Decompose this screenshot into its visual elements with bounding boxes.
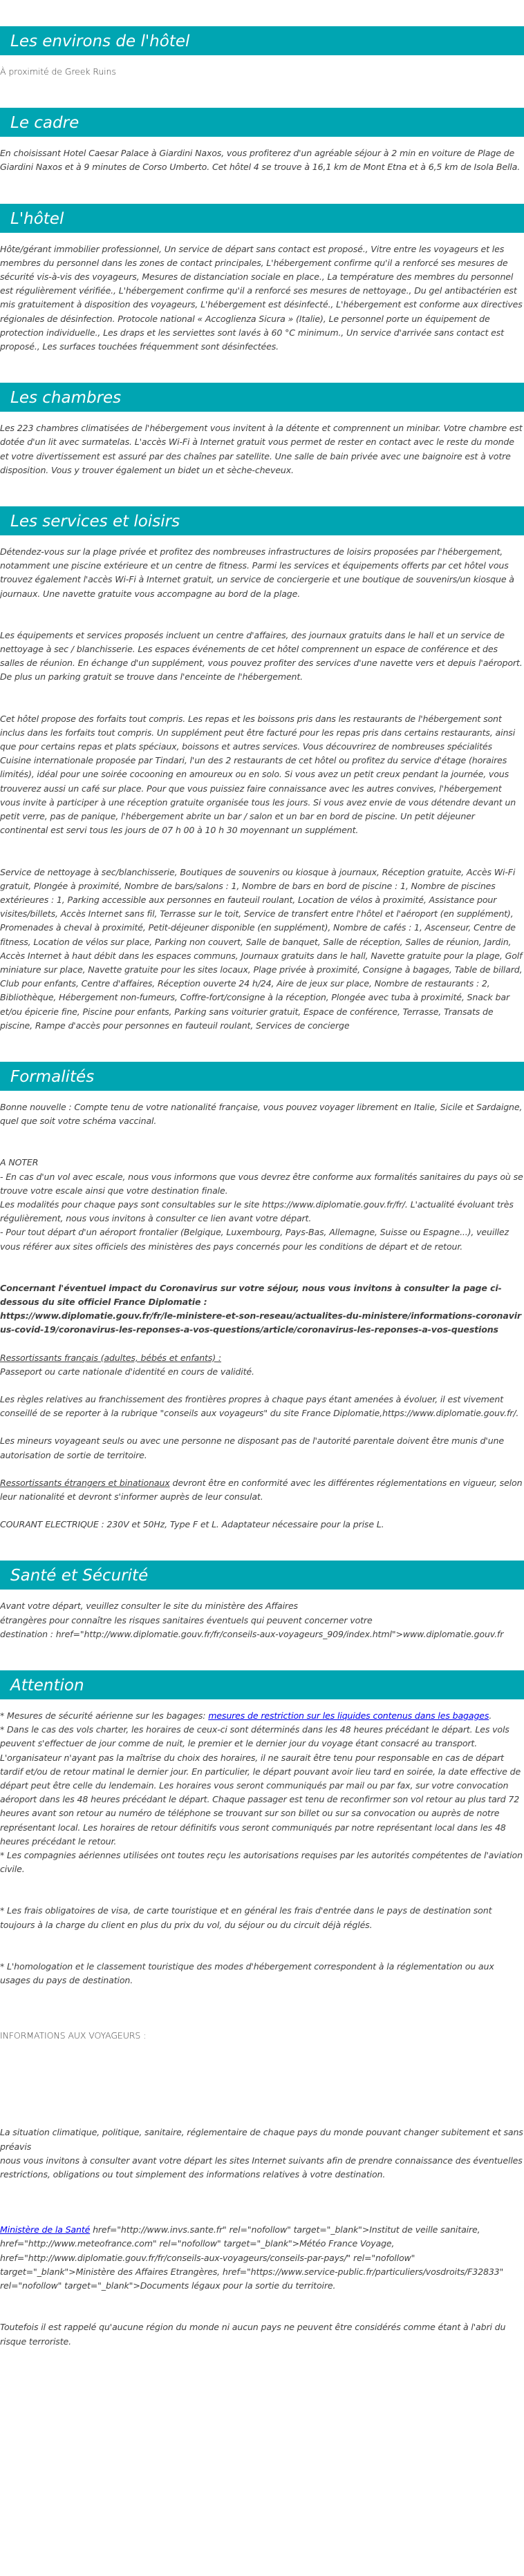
toutefois-text: Toutefois il est rappelé qu'aucune région du monde ni aucun pays ne peuvent être considérés comme étant à l'abri du risque terroriste. bbox=[0, 2322, 506, 2347]
mineurs-text: Les mineurs voyageant seuls ou avec une personne ne disposant pas de l'autorité parentale doivent être munis d'une autorisation de sortie de territoire. bbox=[0, 1435, 504, 1460]
sante-line-2: étrangères pour connaître les risques sanitaires éventuels qui peuvent concerner votre bbox=[0, 1614, 373, 1625]
chambres-text: Les 223 chambres climatisées de l'hébergement vous invitent à la détente et comprennent un minibar. Votre chambre est dotée d'un lit avec surmatelas. L'accès Wi-Fi à Internet gratuit vous permet de rester en contact avec le reste du monde et votre divertissement est assuré par des chaînes par satellite. Une salle de bain privée avec une baignoire est à votre disposition. Vous y trouver également un bidet un et sèche-cheveux. bbox=[0, 423, 523, 475]
bagages-restriction-link[interactable]: mesures de restriction sur les liquides contenus dans les bagages bbox=[208, 1710, 489, 1721]
regles-frontieres: Les règles relatives au franchissement des frontières propres à chaque pays étant amenées à évoluer, il est vivement conseillé de se reporter à la rubrique "conseils aux voyageurs" du site France Diplomatie,https://www.diplomatie.gouv.fr/. bbox=[0, 1393, 519, 1419]
formalites-section bbox=[0, 1100, 524, 1532]
attention-p1 bbox=[0, 1709, 524, 1876]
ressortissants-etrangers bbox=[0, 1476, 524, 1504]
sante-line-1: Avant votre départ, veuillez consulter le site du ministère des Affaires bbox=[0, 1601, 298, 1612]
situation-line-1: La situation climatique, politique, sanitaire, réglementaire de chaque pays du monde pouvant changer subitement et sans préavis bbox=[0, 2127, 523, 2152]
cadre-text: En choisissant Hotel Caesar Palace à Giardini Naxos, vous profiterez d'un agréable séjour à 2 min en voiture de Plage de Giardini Naxos et à 9 minutes de Corso Umberto. Cet hôtel 4 se trouve à 16,1 km de Mont Etna et à 6,5 km de Isola Bella. bbox=[0, 148, 521, 173]
bagages-prefix: * Mesures de sécurité aérienne sur les bagages: bbox=[0, 1710, 209, 1721]
etrangers-label: Ressortissants étrangers et binationaux bbox=[0, 1477, 170, 1488]
attention-visa: * Les frais obligatoires de visa, de carte touristique et en général les frais d'entrée dans le pays de destination sont toujours à la charge du client en plus du prix du vol, du séjour ou du circuit déjà réglés. bbox=[0, 1905, 492, 1930]
hotel-section bbox=[0, 242, 524, 354]
services-p3: Cet hôtel propose des forfaits tout compris. Les repas et les boissons pris dans les restaurants de l'hébergement sont inclus dans les forfaits tout compris. Un supplément peut être facturé pour les repas pris dans certains restaurants, ainsi que pour certains repas et plats spéciaux, boissons et autres services. Vous découvrirez de nombreuses spécialités Cuisine internationale proposée par Tindari, l'un des 2 restaurants de cet hôtel ou profitez du service d'étage (horaires limités), idéal pour une soirée cocooning en amoureux ou en solo. Si vous avez un petit creux pendant la journée, vous trouverez aussi un café sur place. Pour que vous puissiez faire connaissance avec les autres convives, l'hébergement vous invite à participer à une réception gratuite organisée tous les jours. Si vous avez envie de vous détendre devant un petit verre, pas de panique, l'hébergement abrite un bar / salon et un bar en bord de piscine. Un petit déjeuner continental est servi tous les jours de 07 h 00 à 10 h 30 moyennant un supplément. bbox=[0, 713, 516, 836]
formalites-title: Formalités bbox=[0, 1062, 524, 1091]
note-title: A NOTER bbox=[0, 1157, 39, 1168]
chambres-section bbox=[0, 421, 524, 477]
note-frontalier: - Pour tout départ d'un aéroport frontalier (Belgique, Luxembourg, Pays-Bas, Allemagne, Suisse ou Espagne...), veuillez vous référer aux sites officiels des ministères des pays concernés pour les conditions de départ et de retour. bbox=[0, 1227, 509, 1252]
ressortissants-fr bbox=[0, 1351, 524, 1379]
services-p4: Service de nettoyage à sec/blanchisserie, Boutiques de souvenirs ou kiosque à journaux, Réception gratuite, Accès Wi-Fi gratuit, Plongée à proximité, Nombre de bars/salons : 1, Nombre de bars en bord de piscine : 1, Nombre de piscines extérieures : 1, Parking accessible aux personnes en fauteuil roulant, Location de vélos à proximité, Assistance pour visites/billets, Accès Internet sans fil, Terrasse sur le toit, Service de transfert entre l'hôtel et l'aéroport (en supplément), Promenades à cheval à proximité, Petit-déjeuner disponible (en supplément), Nombre de cafés : 1, Ascenseur, Centre de fitness, Location de vélos sur place, Parking non couvert, Salle de banquet, Salle de réception, Salles de réunion, Jardin, Accès Internet à haut débit dans les espaces communs, Journaux gratuits dans le hall, Navette gratuite pour la plage, Golf miniature sur place, Navette gratuite pour les sites locaux, Plage privée à proximité, Consigne à bagages, Table de billard, Club pour enfants, Centre d'affaires, Réception ouverte 24 h/24, Aire de jeux sur place, Nombre de restaurants : 2, Bibliothèque, Hébergement non-fumeurs, Coffre-fort/consigne à la réception, Plongée avec tuba à proximité, Snack bar et/ou épicerie fine, Piscine pour enfants, Parking sans voiturier gratuit, Espace de conférence, Terrasse, Transats de piscine, Rampe d'accès pour personnes en fauteuil roulant, Services de concierge bbox=[0, 866, 523, 1031]
services-p1: Détendez-vous sur la plage privée et profitez des nombreuses infrastructures de loisirs proposées par l'hébergement, notamment une piscine extérieure et un centre de fitness. Parmi les services et équipements offerts par cet hôtel vous trouvez également l'accès Wi-Fi à Internet gratuit, un service de conciergerie et une boutique de souvenirs/un kiosque à journaux. Une navette gratuite vous accompagne au bord de la plage. bbox=[0, 546, 514, 599]
coronavirus-block bbox=[0, 1281, 524, 1337]
formalites-note bbox=[0, 1156, 524, 1253]
compagnies-text: * Les compagnies aériennes utilisées ont toutes reçu les autorisations requises par les autorités compétentes de l'aviation civile. bbox=[0, 1850, 523, 1875]
sante-section bbox=[0, 1599, 524, 1641]
attention-title: Attention bbox=[0, 1670, 524, 1699]
vols-charter-text: * Dans le cas des vols charter, les horaires de ceux-ci sont déterminés dans les 48 heures précédant le départ. Les vols peuvent s'effectuer de jour comme de nuit, le premier et le dernier jour du voyage étant consacré au transport. L'organisateur n'ayant pas la maîtrise du choix des horaires, il ne saurait être tenu pour responsable en cas de départ tardif et/ou de retour matinal le dernier jour. En particulier, le départ pouvant avoir lieu tard en soirée, la date effective de départ peut être celle du lendemain. Les horaires vous seront communiqués par mail ou par fax, sur votre convocation aéroport dans les 48 heures précédant le départ. Chaque passager est tenu de reconfirmer son vol retour au plus tard 72 heures avant son retour au numéro de téléphone se trouvant sur son billet ou sur sa convocation ou auprès de notre représentant local. Les horaires de retour définitifs vous seront communiqués par notre représentant local dans les 48 heures précédant le retour. bbox=[0, 1724, 521, 1847]
situation-line-2: nous vous invitons à consulter avant votre départ les sites Internet suivants afin de prendre connaissance des éventuelles restrictions, obligations ou tout simplement des informations relatives à votre destination. bbox=[0, 2155, 523, 2180]
services-section bbox=[0, 545, 524, 1033]
courant-electrique: COURANT ELECTRIQUE : 230V et 50Hz, Type F et L. Adaptateur nécessaire pour la prise L. bbox=[0, 1519, 384, 1530]
services-title: Les services et loisirs bbox=[0, 506, 524, 535]
attention-homologation: * L'homologation et le classement touristique des modes d'hébergement correspondent à la réglementation ou aux usages du pays de destination. bbox=[0, 1960, 494, 1986]
cadre-section bbox=[0, 146, 524, 174]
ressortissants-fr-text: Passeport ou carte nationale d'identité en cours de validité. bbox=[0, 1366, 254, 1377]
cadre-title: Le cadre bbox=[0, 108, 524, 137]
sites-links bbox=[0, 2223, 524, 2293]
environs-section bbox=[0, 65, 524, 79]
etrangers-text: devront être en conformité avec les différentes réglementations en vigueur, selon leur nationalité et devront s'informer auprès de leur consulat. bbox=[0, 1477, 523, 1502]
coronavirus-intro: Concernant l'éventuel impact du Coronavirus sur votre séjour, nous vous invitons à consulter la page ci-dessous du site officiel France Diplomatie : bbox=[0, 1282, 502, 1307]
note-escale: - En cas d'un vol avec escale, nous vous informons que vous devrez être conforme aux formalités sanitaires du pays où se trouve votre escale ainsi que votre destination finale. bbox=[0, 1171, 523, 1196]
attention-section bbox=[0, 1709, 524, 2349]
situation-text bbox=[0, 2126, 524, 2182]
ressortissants-fr-label: Ressortissants français (adultes, bébés et enfants) : bbox=[0, 1352, 221, 1363]
sites-links-text: href="http://www.invs.sante.fr" rel="nofollow" target="_blank">Institut de veille sanitaire, href="http://www.meteofrance.com" rel="nofollow" target="_blank">Météo France Voyage, href="http://www.diplomatie.gouv.fr/fr/conseils-aux-voyageurs/conseils-par-pays/" rel="nofollow" target="_blank">Ministère des Affaires Etrangères, href="https://www.service-public.fr/particuliers/vosdroits/F32833" rel="nofollow" target="_blank">Documents légaux pour la sortie du territoire. bbox=[0, 2224, 504, 2291]
ministere-sante-link[interactable]: Ministère de la Santé bbox=[0, 2224, 91, 2235]
chambres-title: Les chambres bbox=[0, 383, 524, 412]
sante-title: Santé et Sécurité bbox=[0, 1561, 524, 1590]
environs-title: Les environs de l'hôtel bbox=[0, 26, 524, 55]
bagages-suffix: . bbox=[489, 1710, 492, 1721]
hotel-title: L'hôtel bbox=[0, 204, 524, 233]
note-modalites: Les modalités pour chaque pays sont consultables sur le site https://www.diplomatie.gouv.fr/fr/. L'actualité évoluant très régulièrement, nous vous invitons à consulter ce lien avant votre départ. bbox=[0, 1199, 514, 1224]
coronavirus-url: https://www.diplomatie.gouv.fr/fr/le-ministere-et-son-reseau/actualites-du-ministere/informations-coronavirus-covid-19/coronavirus-les-reponses-a-vos-questions/article/coronavirus-les-reponses-a-vos-questions bbox=[0, 1310, 521, 1335]
info-voyageurs-title: INFORMATIONS AUX VOYAGEURS : bbox=[0, 2030, 147, 2041]
environs-text: À proximité de Greek Ruins bbox=[0, 66, 116, 77]
services-p2: Les équipements et services proposés incluent un centre d'affaires, des journaux gratuits dans le hall et un service de nettoyage à sec / blanchisserie. Les espaces événements de cet hôtel comprennent un espace de conférence et des salles de réunion. En échange d'un supplément, vous pouvez profiter des services d'une navette vers et depuis l'aéroport. De plus un parking gratuit se trouve dans l'enceinte de l'hébergement. bbox=[0, 629, 523, 683]
sante-text bbox=[0, 1599, 524, 1641]
hotel-text: Hôte/gérant immobilier professionnel, Un service de départ sans contact est proposé., Vitre entre les voyageurs et les membres du personnel dans les zones de contact principales, L'hébergement confirme qu'il a renforcé ses mesures de sécurité vis-à-vis des voyageurs, Mesures de distanciation sociale en place., La température des membres du personnel est régulièrement vérifiée., L'hébergement confirme qu'il a renforcé ses mesures de nettoyage., Du gel antibactérien est mis gratuitement à disposition des voyageurs, L'hébergement est désinfecté., L'hébergement est conforme aux directives régionales de désinfection. Protocole national « Accoglienza Sicura » (Italie), Le personnel porte un équipement de protection individuelle., Les draps et les serviettes sont lavés à 60 °C minimum., Un service d'arrivée sans contact est proposé., Les surfaces touchées fréquemment sont désinfectées. bbox=[0, 243, 523, 352]
formalites-p1: Bonne nouvelle : Compte tenu de votre nationalité française, vous pouvez voyager librement en Italie, Sicile et Sardaigne, quel que soit votre schéma vaccinal. bbox=[0, 1101, 523, 1127]
sante-line-3: destination : href="http://www.diplomatie.gouv.fr/fr/conseils-aux-voyageurs_909/index.html">www.diplomatie.gouv.fr bbox=[0, 1628, 504, 1639]
